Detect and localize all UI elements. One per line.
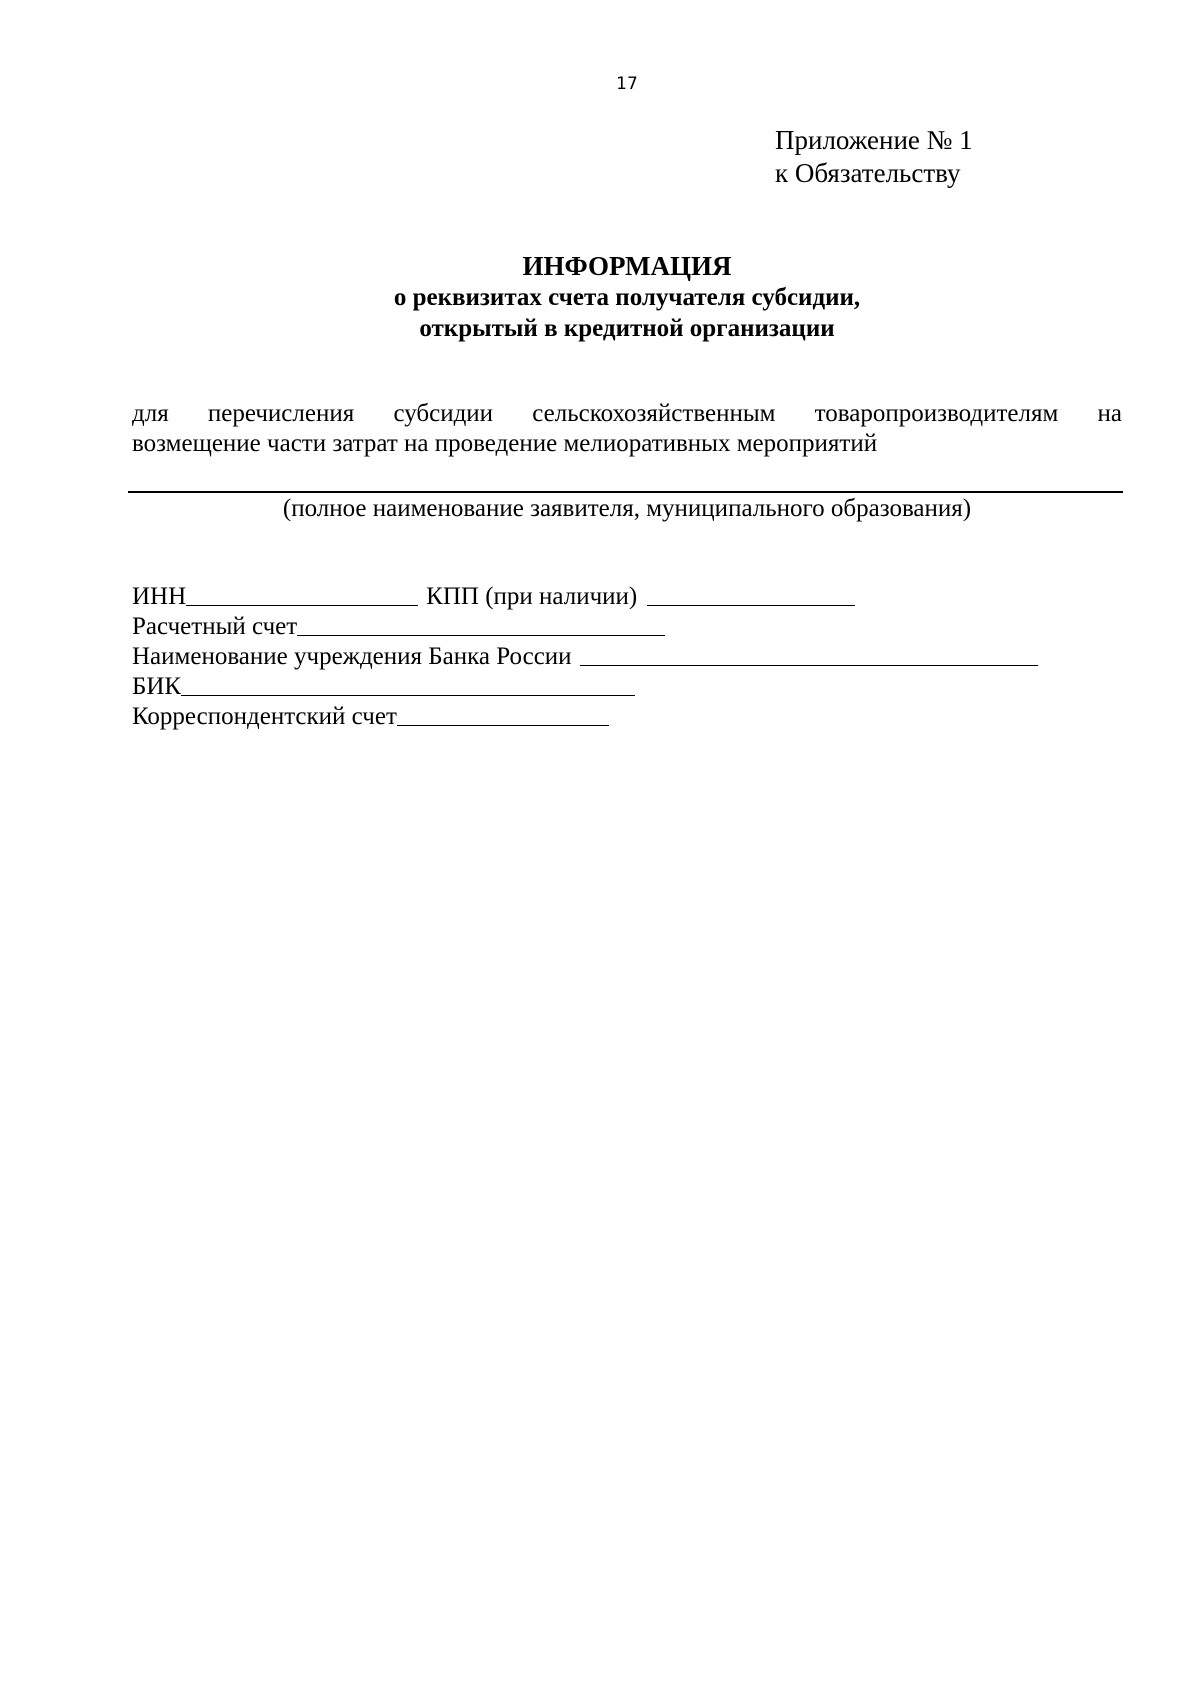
kpp-label: КПП (при наличии) — [426, 583, 638, 610]
account-row — [132, 612, 1038, 642]
corr-account-blank — [397, 705, 609, 726]
inn-label: ИНН — [132, 583, 187, 610]
appendix-line-2: к Обязательству — [775, 158, 961, 188]
appendix-line-1: Приложение № 1 — [775, 125, 973, 155]
inn-blank — [186, 585, 418, 606]
inn-kpp-row — [132, 582, 1038, 612]
bank-name-row — [132, 642, 1038, 672]
page-number: 17 — [616, 74, 638, 94]
bik-label: БИК — [132, 673, 182, 700]
bank-name-blank — [580, 645, 1038, 666]
document-title: ИНФОРМАЦИЯ — [522, 251, 732, 281]
corr-account-row — [132, 702, 1038, 732]
purpose-line-1: для перечисления субсидии сельскохозяйственным товаропроизводителям на — [132, 400, 1122, 427]
document-subtitle-line-2: открытый в кредитной организации — [419, 315, 835, 342]
appendix-note — [775, 124, 973, 190]
applicant-name-caption: (полное наименование заявителя, муниципального образования) — [282, 495, 972, 522]
document-heading — [0, 251, 1200, 344]
account-blank — [297, 615, 665, 636]
kpp-blank — [647, 585, 855, 606]
bank-details-form — [132, 582, 1038, 732]
bank-name-label: Наименование учреждения Банка России — [132, 643, 572, 670]
applicant-name-line — [128, 491, 1123, 493]
purpose-line-2: возмещение части затрат на проведение мелиоративных мероприятий — [132, 430, 878, 457]
account-label: Расчетный счет — [132, 613, 298, 640]
document-subtitle-line-1: о реквизитах счета получателя субсидии, — [393, 284, 861, 311]
bik-blank — [181, 675, 635, 696]
bik-row — [132, 672, 1038, 702]
purpose-paragraph — [132, 399, 1122, 459]
corr-account-label: Корреспондентский счет — [132, 703, 397, 730]
